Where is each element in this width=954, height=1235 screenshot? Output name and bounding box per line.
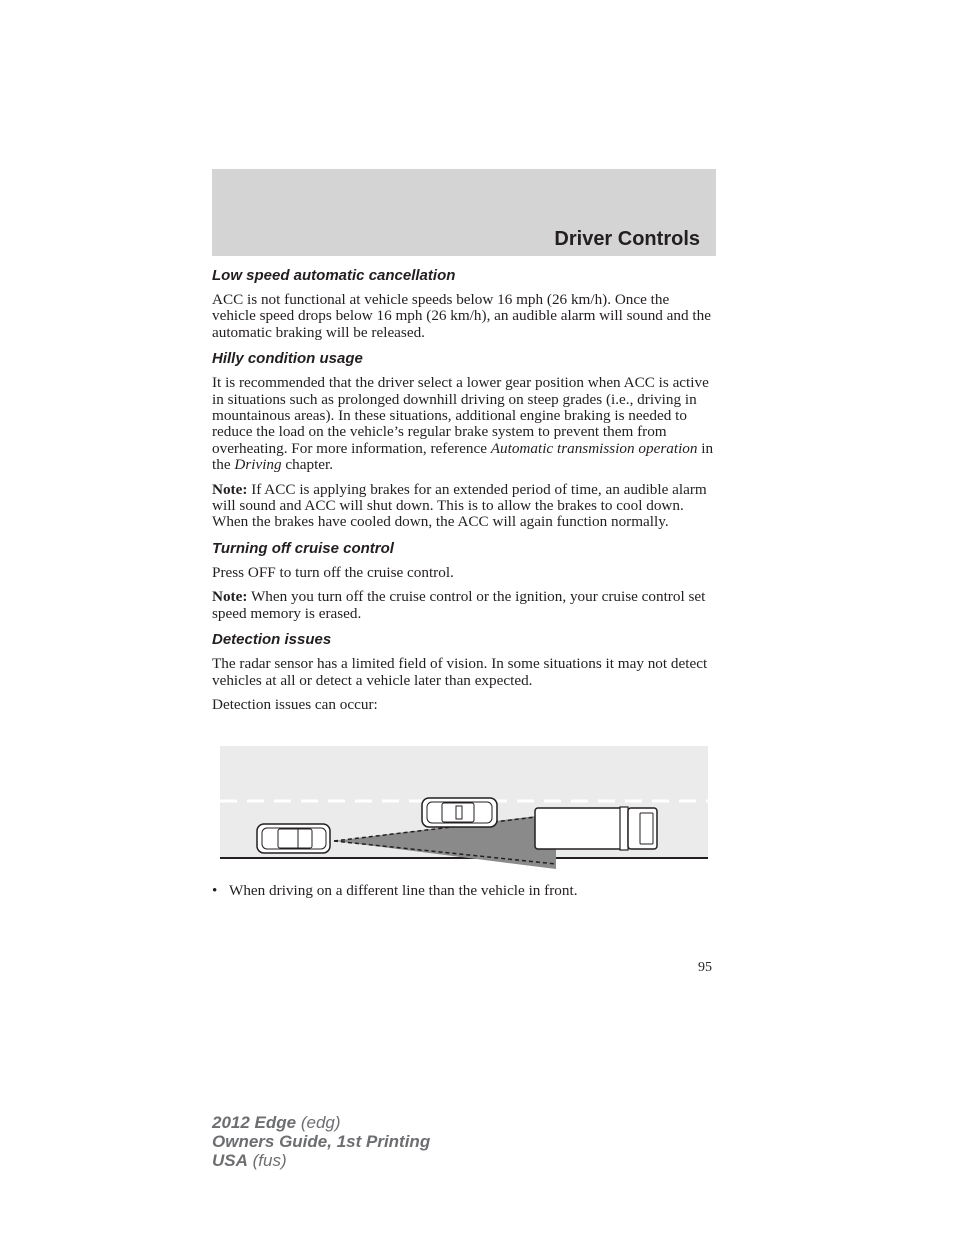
hilly-text: It is recommended that the driver select a lower gear position when ACC is active in situations such as prolonged downhill driving on steep grades (i.e., driving in mountainous areas). In these situations, additional engine braking is needed to reduce the load on the vehicle’s regular brake system to prevent them from overheating. For more information, reference (212, 374, 709, 457)
note-hilly (212, 482, 716, 531)
note-turning-off (212, 589, 716, 622)
heading-detection: Detection issues (212, 631, 332, 649)
ref-suffix: chapter. (281, 456, 334, 474)
ref-chapter: Driving (234, 456, 282, 474)
footer-model-code: (edg) (296, 1113, 341, 1132)
paragraph-detection: The radar sensor has a limited field of vision. In some situations it may not detect vehicles at all or detect a vehicle later than expected. (212, 655, 708, 689)
ref-mid: in the (212, 439, 714, 474)
ref-section: Automatic transmission operation (490, 439, 698, 457)
own-car-icon (257, 824, 330, 853)
footer-line-guide (212, 1132, 430, 1151)
bullet-dot-icon: • (212, 882, 218, 899)
footer-region-code: (fus) (247, 1151, 287, 1170)
footer-model: 2012 Edge (212, 1113, 297, 1132)
detection-illustration (220, 746, 708, 872)
paragraph-hilly (212, 375, 716, 473)
truck-icon (535, 807, 657, 850)
footer-line-model (212, 1113, 430, 1132)
heading-hilly: Hilly condition usage (212, 350, 363, 368)
heading-turning-off: Turning off cruise control (212, 539, 394, 557)
header-band (212, 169, 716, 256)
footer-line-region (212, 1151, 430, 1170)
note-label: Note: (212, 480, 248, 498)
list-item (212, 882, 716, 899)
footer-region: USA (212, 1151, 248, 1170)
note-text: When you turn off the cruise control or the ignition, your cruise control set speed memory is erased. (212, 588, 706, 622)
paragraph-low-speed: ACC is not functional at vehicle speeds below 16 mph (26 km/h). Once the vehicle speed drops below 16 mph (26 km/h), an audible alarm will sound and the automatic braking will be released. (212, 291, 711, 341)
paragraph-turning-off: Press OFF to turn off the cruise control. (212, 563, 454, 581)
paragraph-detection-intro: Detection issues can occur: (212, 695, 378, 713)
main-content (212, 266, 716, 721)
bullet-text: When driving on a different line than the vehicle in front. (229, 882, 578, 899)
note-text: If ACC is applying brakes for an extended period of time, an audible alarm will sound and ACC will shut down. This is to allow the brakes to cool down. When the brakes have cooled down, the ACC will again function normally. (212, 480, 707, 531)
adjacent-car-icon (422, 798, 497, 827)
page-number: 95 (698, 960, 712, 975)
footer-imprint (212, 1113, 430, 1170)
footer-guide: Owners Guide, 1st Printing (212, 1132, 431, 1151)
note-label: Note: (212, 588, 248, 606)
heading-low-speed: Low speed automatic cancellation (212, 267, 456, 284)
page-section-title: Driver Controls (554, 228, 700, 250)
